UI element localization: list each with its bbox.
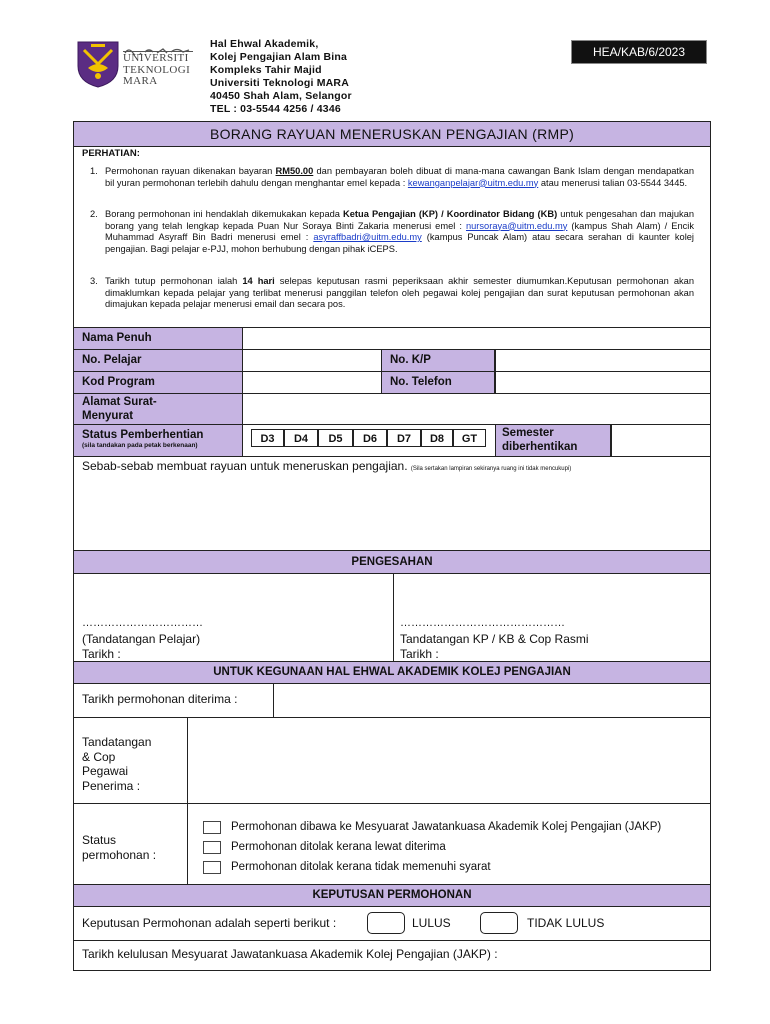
semester-label-line: diberhentikan	[502, 440, 578, 453]
semester-label	[495, 425, 611, 456]
officer-stamp-label	[82, 735, 151, 793]
status-option-d5[interactable]: D5	[318, 429, 353, 447]
note-text: Borang permohonan ini hendaklah dikemukakan kepada	[105, 209, 344, 219]
nama-penuh-label: Nama Penuh	[74, 328, 243, 349]
logo-word: MARA	[123, 75, 158, 87]
address-line: Universiti Teknologi MARA	[210, 77, 349, 89]
logo-word: TEKNOLOGI	[123, 63, 191, 76]
kp-signature-label: Tandatangan KP / KB & Cop Rasmi	[400, 632, 589, 646]
officer-stamp-line: Tandatangan	[82, 735, 152, 749]
office-use-heading: UNTUK KEGUNAAN HAL EHWAL AKADEMIK KOLEJ PENGAJIAN	[74, 662, 710, 683]
note-text: Permohonan rayuan dikenakan bayaran	[105, 166, 276, 176]
uitm-crest-icon	[76, 40, 120, 88]
address-line: TEL : 03-5544 4256 / 4346	[210, 103, 341, 115]
reasons-label	[82, 459, 571, 473]
application-status-label	[82, 833, 156, 863]
kod-program-label: Kod Program	[74, 372, 243, 393]
kewangan-email-link[interactable]: kewanganpelajar@uitm.edu.my	[407, 177, 539, 188]
uitm-logo	[76, 40, 196, 88]
semester-label-line: Semester	[502, 427, 554, 439]
jakp-checkbox[interactable]	[203, 821, 221, 834]
note-text: atau menerusi talian 03-5544 3445.	[538, 177, 688, 188]
nursoraya-email-link[interactable]: nursoraya@uitm.edu.my	[465, 220, 568, 231]
note-bold: 14 hari	[242, 276, 275, 286]
note-text: (kampus Shah Alam) / Encik Muhammad Asyraff Bin Badri menerusi emel :	[105, 220, 694, 243]
asyraffbadri-email-link[interactable]: asyraffbadri@uitm.edu.my	[313, 232, 422, 243]
office-address	[210, 38, 352, 116]
address-line: Kolej Pengajian Alam Bina	[210, 51, 348, 63]
late-rejected-checkbox[interactable]	[203, 841, 221, 854]
alamat-field[interactable]	[243, 394, 710, 424]
tidak-lulus-label: TIDAK LULUS	[527, 916, 605, 930]
pengesahan-heading: PENGESAHAN	[74, 551, 710, 573]
reasons-label-text: Sebab-sebab membuat rayuan untuk meneruskan pengajian.	[82, 459, 408, 473]
no-telefon-field[interactable]	[496, 372, 710, 393]
status-option-d4[interactable]: D4	[284, 429, 318, 447]
note-1	[90, 166, 694, 189]
jawi-script	[123, 42, 193, 52]
kp-date-label: Tarikh :	[400, 647, 439, 661]
reference-number: HEA/KAB/6/2023	[571, 40, 707, 64]
note-text: dan pembayaran boleh dibuat di mana-mana cawangan Bank Islam dengan mendapatkan bil yuran permohonan terlebih dahulu dengan menghantar emel kepada :	[105, 166, 694, 188]
status-label-text: Status Pemberhentian	[82, 429, 204, 441]
kod-program-field[interactable]	[243, 372, 381, 393]
note-number: 3.	[90, 276, 98, 286]
address-line: Kompleks Tahir Majid	[210, 64, 322, 76]
logo-word: UNIVERSITI	[123, 52, 189, 64]
application-status-line: Status	[82, 833, 117, 847]
address-line: 40450 Shah Alam, Selangor	[210, 90, 352, 102]
note-2	[90, 209, 694, 255]
jakp-option-label: Permohonan dibawa ke Mesyuarat Jawatankuasa Akademik Kolej Pengajian (JAKP)	[231, 821, 662, 833]
reasons-textarea[interactable]	[74, 474, 710, 550]
received-date-label: Tarikh permohonan diterima :	[82, 692, 238, 706]
student-signature-label: (Tandatangan Pelajar)	[82, 632, 201, 646]
note-text: untuk pengesahan dan majukan borang yang telah lengkap kepada Puan Nur Soraya Binti Zakaria menerusi emel :	[105, 209, 694, 231]
note-number: 2.	[90, 209, 98, 219]
note-text: (kampus Puncak Alam) atau secara serahan di kaunter kolej pengajian. Bagi pelajar e-PJJ, mohon berhubung dengan pihak iCEPS.	[105, 232, 694, 254]
alamat-label-line: Alamat Surat-	[82, 396, 157, 408]
application-status-line: permohonan :	[82, 848, 157, 862]
officer-stamp-line: & Cop	[82, 749, 116, 764]
tidak-lulus-box[interactable]	[480, 912, 518, 934]
jakp-approval-date-label: Tarikh kelulusan Mesyuarat Jawatankuasa Akademik Kolej Pengajian (JAKP) :	[82, 947, 498, 961]
status-option-d8[interactable]: D8	[421, 429, 453, 447]
status-option-d3[interactable]: D3	[251, 429, 284, 447]
no-telefon-label: No. Telefon	[381, 372, 495, 393]
semester-field[interactable]	[612, 425, 710, 456]
note-number: 1.	[90, 166, 98, 176]
lulus-label: LULUS	[412, 916, 451, 930]
fee-amount: RM50.00	[275, 166, 314, 176]
no-kp-label: No. K/P	[381, 350, 495, 371]
decision-label: Keputusan Permohonan adalah seperti berikut :	[82, 916, 337, 930]
alamat-label	[74, 394, 243, 424]
no-kp-field[interactable]	[496, 350, 710, 371]
no-pelajar-label: No. Pelajar	[74, 350, 243, 371]
alamat-label-line: Menyurat	[82, 409, 134, 422]
reasons-note: (Sila sertakan lampiran sekiranya ruang ini tidak mencukupi)	[410, 466, 572, 472]
officer-stamp-line: Penerima :	[82, 778, 141, 793]
late-rejected-label: Permohonan ditolak kerana lewat diterima	[231, 841, 446, 853]
note-text: Tarikh tutup permohonan ialah	[105, 276, 243, 286]
kp-signature-line: ………………………………………	[400, 617, 565, 629]
form-title: BORANG RAYUAN MENERUSKAN PENGAJIAN (RMP)	[74, 122, 710, 147]
status-option-gt[interactable]: GT	[453, 429, 486, 447]
no-pelajar-field[interactable]	[243, 350, 381, 371]
ineligible-rejected-checkbox[interactable]	[203, 861, 221, 874]
nama-penuh-field[interactable]	[243, 328, 710, 349]
officer-stamp-field[interactable]	[188, 718, 710, 803]
status-label	[74, 425, 243, 456]
received-date-field[interactable]	[274, 684, 710, 717]
lulus-box[interactable]	[367, 912, 405, 934]
perhatian-heading: PERHATIAN:	[82, 148, 140, 159]
note-text: selepas keputusan rasmi peperiksaan akhir semester diumumkan.Keputusan permohonan akan dimaklumkan kepada pelajar yang terlibat menerusi panggilan telefon oleh pegawai kolej pengajian dan surat keputusan permohonan akan dimajukan kepada pelajar menerusi email dan secara pos.	[105, 276, 694, 310]
student-date-label: Tarikh :	[82, 647, 121, 661]
keputusan-heading: KEPUTUSAN PERMOHONAN	[74, 885, 710, 906]
note-bold: Ketua Pengajian (KP) / Koordinator Bidang (KB)	[343, 209, 558, 219]
status-label-note: (sila tandakan pada petak berkenaan)	[82, 442, 198, 449]
ineligible-rejected-label: Permohonan ditolak kerana tidak memenuhi syarat	[231, 861, 491, 873]
status-option-d6[interactable]: D6	[353, 429, 387, 447]
address-line: Hal Ehwal Akademik,	[210, 38, 319, 50]
note-3	[90, 276, 694, 311]
student-signature-line: ……………………………	[82, 617, 203, 629]
officer-stamp-line: Pegawai	[82, 764, 129, 778]
status-option-d7[interactable]: D7	[387, 429, 421, 447]
